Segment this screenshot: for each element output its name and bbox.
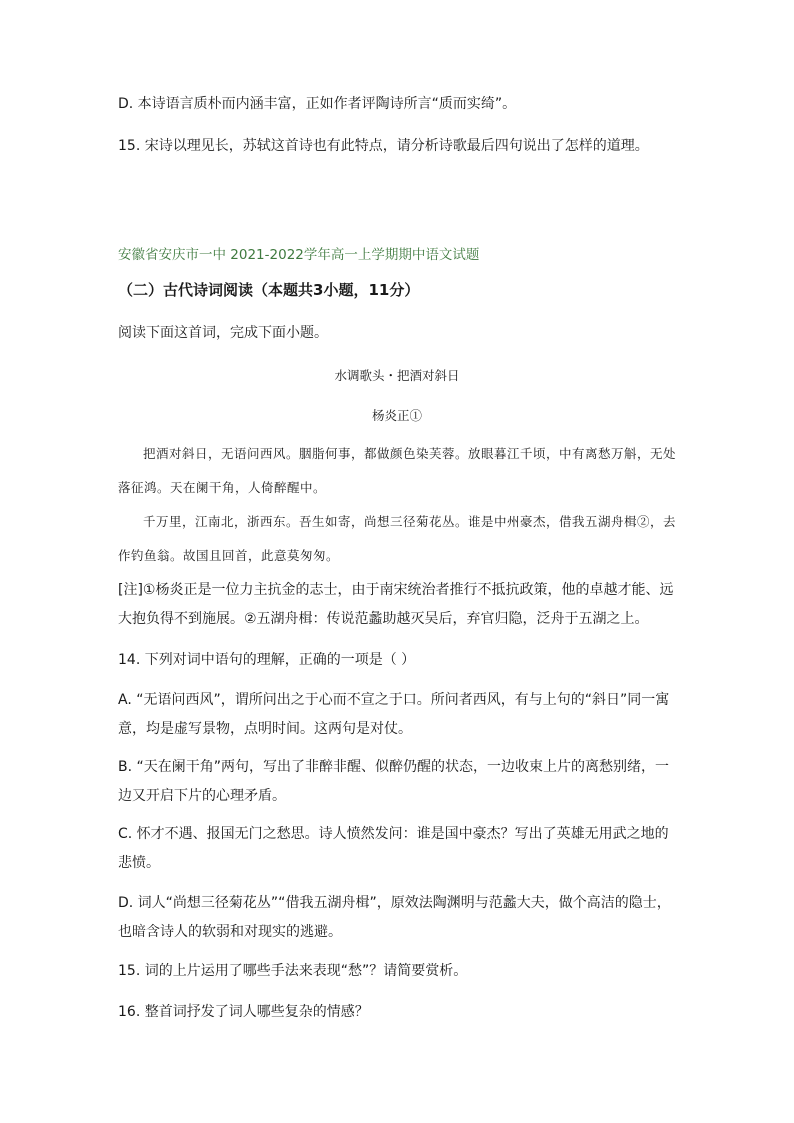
question-15: 15. 词的上片运用了哪些手法来表现“愁”？请简要赏析。 [118, 963, 468, 979]
source-line: 安徽省安庆市一中 2021-2022学年高一上学期期中语文试题 [118, 247, 480, 263]
question-14-option-d: D. 词人“尚想三径菊花丛”“借我五湖舟楫”，原效法陶渊明与范蠡大夫，做个高洁的隐士，也暗含诗人的软弱和对现实的逃避。 [118, 895, 671, 940]
question-14-stem: 14. 下列对词中语句的理解，正确的一项是（ ） [118, 652, 416, 668]
poem-stanza-2: 千万里，江南北，浙西东。吾生如寄，尚想三径菊花丛。谁是中州豪杰，借我五湖舟楫②，去作钓鱼翁。故国且回首，此意莫匆匆。 [118, 514, 677, 563]
annotation-note: [注]①杨炎正是一位力主抗金的志士，由于南宋统治者推行不抵抗政策，他的卓越才能、远大抱负得不到施展。②五湖舟楫：传说范蠡助越灭吴后，弃官归隐，泛舟于五湖之上。 [118, 582, 674, 627]
question-16: 16. 整首词抒发了词人哪些复杂的情感？ [118, 1004, 369, 1020]
question-14-option-c: C. 怀才不遇、报国无门之愁思。诗人愤然发问：谁是国中豪杰？写出了英雄无用武之地的悲愤。 [118, 826, 669, 871]
question-14-option-b: B. “天在阑干角”两句，写出了非醉非醒、似醉仍醒的状态，一边收束上片的离愁别绪，一边又开启下片的心理矛盾。 [118, 759, 670, 804]
section-heading: （二）古代诗词阅读（本题共3小题，11分） [118, 281, 420, 299]
poem-title: 水调歌头・把酒对斜日 [334, 368, 460, 383]
prev-option-d: D. 本诗语言质朴而内涵丰富，正如作者评陶诗所言“质而实绮”。 [118, 96, 517, 112]
prev-question-15: 15. 宋诗以理见长，苏轼这首诗也有此特点，请分析诗歌最后四句说出了怎样的道理。 [118, 138, 649, 154]
poem-stanza-1: 把酒对斜日，无语问西风。胭脂何事，都做颜色染芙蓉。放眼暮江千顷，中有离愁万斛，无处落征鸿。天在阑干角，人倚醉醒中。 [118, 446, 677, 495]
instruction: 阅读下面这首词，完成下面小题。 [118, 325, 328, 341]
question-14-option-a: A. “无语问西风”，谓所问出之于心而不宣之于口。所问者西风，有与上句的“斜日”同一寓意，均是虚写景物，点明时间。这两句是对仗。 [118, 692, 670, 737]
poem-author: 杨炎正① [371, 408, 422, 423]
